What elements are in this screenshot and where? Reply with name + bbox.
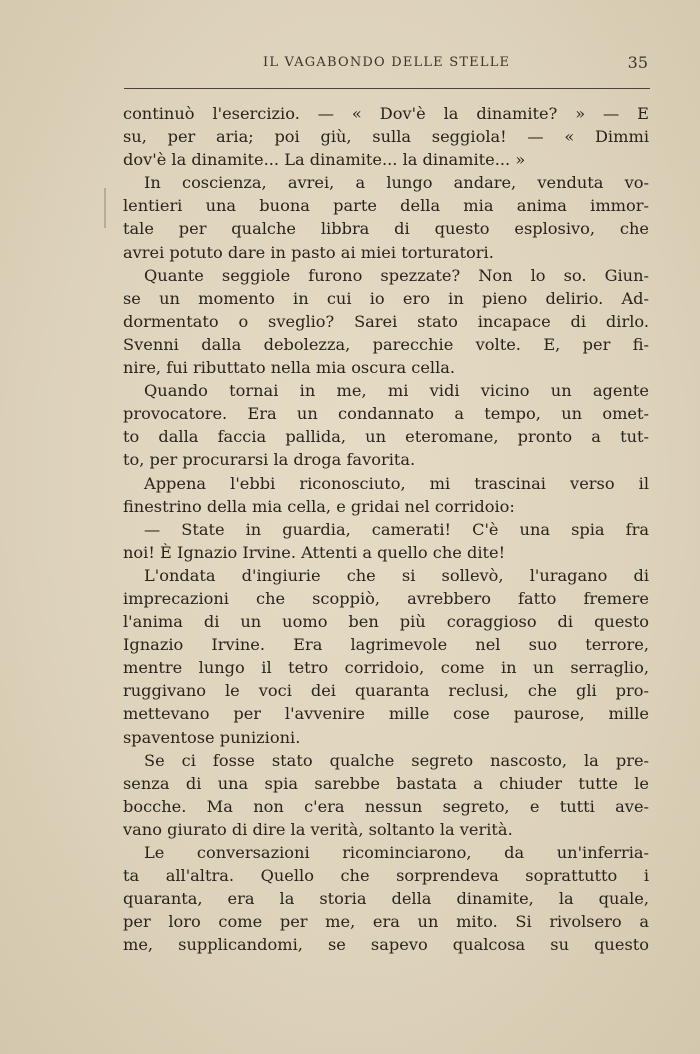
text-line: me, supplicandomi, se sapevo qualcosa su questo: [123, 935, 649, 955]
text-line: Le conversazioni ricominciarono, da un'inferria-: [144, 843, 649, 862]
text-line: Quando tornai in me, mi vidi vicino un agente: [144, 381, 649, 401]
text-line: Se ci fosse stato qualche segreto nascosto, la pre-: [144, 750, 649, 770]
text-line: ruggivano le voci dei quaranta reclusi, che gli pro-: [123, 681, 649, 701]
text-line: provocatore. Era un condannato a tempo, un omet-: [123, 404, 649, 424]
text-line: senza di una spia sarebbe bastata a chiuder tutte le: [123, 773, 649, 793]
margin-mark: [104, 188, 106, 228]
header-rule: [124, 88, 650, 89]
text-line: dov'è la dinamite... La dinamite... la dinamite... »: [123, 150, 526, 170]
text-line: vano giurato di dire la verità, soltanto la verità.: [123, 819, 513, 839]
text-line: In coscienza, avrei, a lungo andare, venduta vo-: [144, 173, 649, 193]
text-line: noi! È Ignazio Irvine. Attenti a quello che dite!: [123, 542, 506, 562]
page-number: 35: [627, 53, 648, 72]
text-line: imprecazioni che scoppiò, avrebbero fatto fremere: [123, 588, 649, 608]
text-line: lentieri una buona parte della mia anima immor-: [123, 196, 649, 216]
text-line: Ignazio Irvine. Era lagrimevole nel suo terrore,: [123, 635, 649, 655]
text-line: Appena l'ebbi riconosciuto, mi trascinai verso il: [144, 473, 649, 493]
running-title: IL VAGABONDO DELLE STELLE: [263, 55, 511, 70]
body-text: [123, 102, 649, 956]
text-line: nire, fui ributtato nella mia oscura cella.: [123, 358, 456, 378]
text-line: spaventose punizioni.: [123, 727, 301, 747]
text-line: Quante seggiole furono spezzate? Non lo so. Giun-: [144, 265, 649, 285]
text-line: ta all'altra. Quello che sorprendeva soprattutto i: [123, 866, 649, 886]
text-line: se un momento in cui io ero in pieno delirio. Ad-: [123, 288, 649, 308]
text-line: l'anima di un uomo ben più coraggioso di questo: [123, 612, 649, 632]
text-line: quaranta, era la storia della dinamite, la quale,: [123, 889, 649, 909]
text-line: avrei potuto dare in pasto ai miei torturatori.: [123, 242, 494, 262]
text-line: mettevano per l'avvenire mille cose paurose, mille: [123, 704, 649, 724]
text-line: finestrino della mia cella, e gridai nel corridoio:: [123, 496, 515, 516]
text-line: to dalla faccia pallida, un eteromane, pronto a tut-: [123, 427, 649, 447]
text-line: per loro come per me, era un mito. Si rivolsero a: [123, 912, 649, 932]
text-line: dormentato o sveglio? Sarei stato incapace di dirlo.: [123, 311, 649, 331]
text-line: — State in guardia, camerati! C'è una spia fra: [144, 519, 649, 539]
text-line: L'ondata d'ingiurie che si sollevò, l'uragano di: [144, 565, 649, 585]
text-line: continuò l'esercizio. — « Dov'è la dinamite? » — E: [123, 104, 649, 123]
text-line: tale per qualche libbra di questo esplosivo, che: [123, 219, 649, 239]
running-head: [124, 55, 650, 79]
text-line: mentre lungo il tetro corridoio, come in un serraglio,: [123, 658, 649, 678]
text-line: bocche. Ma non c'era nessun segreto, e tutti ave-: [123, 796, 649, 816]
text-line: to, per procurarsi la droga favorita.: [123, 450, 416, 470]
text-line: Svenni dalla debolezza, parecchie volte. E, per fi-: [123, 334, 649, 354]
text-line: su, per aria; poi giù, sulla seggiola! — « Dimmi: [123, 127, 649, 147]
